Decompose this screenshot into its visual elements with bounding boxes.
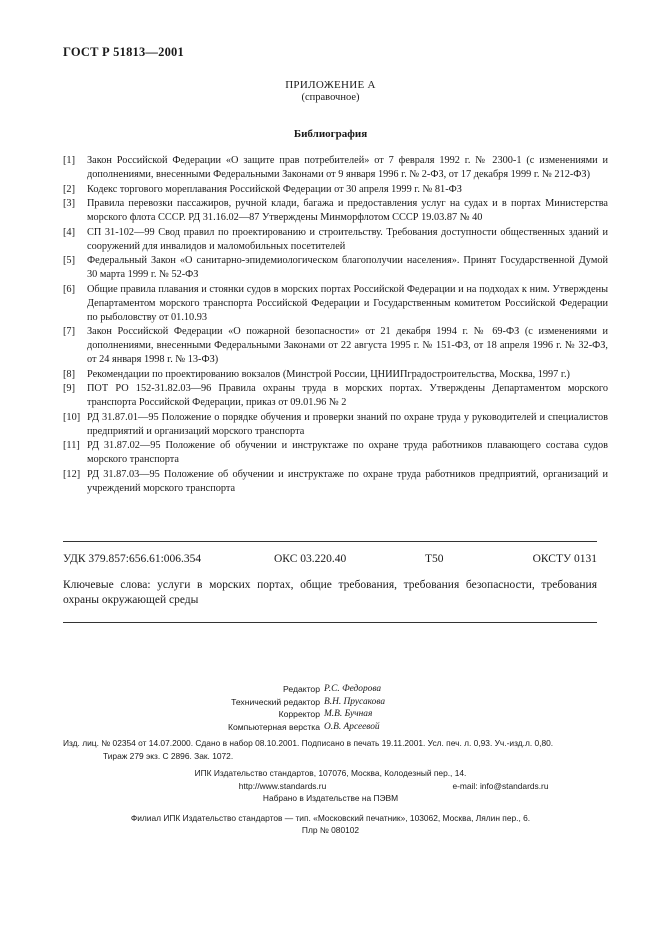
branch-printer: Филиал ИПК Издательство стандартов — тип. «Московский печатник», 103062, Москва, Лялин пер., 6. bbox=[130, 812, 531, 823]
publisher-contacts bbox=[0, 780, 661, 793]
reference-text: Закон Российской Федерации «О пожарной безопасности» от 21 декабря 1994 г. № 69-ФЗ (с изменениями и дополнениями, внесенными Федеральными Законами от 22 августа 1995 г. № 151-ФЗ, от 18 апреля 1996 г. № 32-ФЗ, от 24 января 1998 г. № 13-ФЗ) bbox=[87, 326, 608, 365]
publisher-email: e-mail: info@standards.ru bbox=[452, 780, 549, 791]
oks-code: ОКС 03.220.40 bbox=[274, 553, 347, 565]
publisher-block bbox=[0, 767, 661, 837]
keywords: Ключевые слова: услуги в морских портах, общие требования, требования безопасности, требования охраны окружающей среды bbox=[63, 579, 597, 606]
spacer bbox=[0, 805, 661, 812]
reference-item bbox=[63, 254, 608, 282]
reference-item bbox=[63, 368, 608, 382]
credits bbox=[0, 683, 661, 734]
reference-number: [10] bbox=[63, 411, 81, 423]
license-number: Плр № 080102 bbox=[301, 825, 360, 835]
reference-number: [4] bbox=[63, 226, 76, 238]
reference-text: Закон Российской Федерации «О защите прав потребителей» от 7 февраля 1992 г. № 2300-1 (с изменениями и дополнениями, внесенными Федеральными Законами от 9 января 1996 г. № 2-ФЗ, от 17 декабря 1999 г. № 212-ФЗ) bbox=[87, 155, 608, 180]
bibliography-title: Библиография bbox=[293, 128, 368, 140]
typeset-note: Набрано в Издательстве на ПЭВМ bbox=[262, 793, 399, 803]
divider-top bbox=[63, 541, 597, 542]
reference-text: Правила перевозки пассажиров, ручной клади, багажа и предоставления услуг на судах и в портах Министерства морского флота СССР. РД 31.16.02—87 Утверждены Минморфлотом СССР 19.03.87 № 40 bbox=[87, 198, 608, 223]
reference-text: Кодекс торгового мореплавания Российской Федерации от 30 апреля 1999 г. № 81-ФЗ bbox=[87, 183, 462, 195]
credit-name: В.Н. Прусакова bbox=[324, 696, 386, 707]
reference-item bbox=[63, 411, 608, 439]
print-run-line: Тираж 279 экз. С 2896. Зак. 1072. bbox=[103, 751, 234, 761]
reference-number: [6] bbox=[63, 283, 76, 295]
standard-code: ГОСТ Р 51813—2001 bbox=[63, 45, 184, 59]
credit-row bbox=[0, 708, 661, 721]
reference-number: [2] bbox=[63, 183, 76, 195]
reference-item bbox=[63, 183, 608, 197]
reference-number: [7] bbox=[63, 326, 76, 337]
reference-item bbox=[63, 226, 608, 254]
reference-text: Общие правила плавания и стоянки судов в морских портах Российской Федерации и на подходах к ним. Утверждены Департаментом морского транспорта Российской Федерации и Государственным комитетом Российской Федерации по рыболовству от 01.10.93 bbox=[87, 283, 608, 323]
credit-role: Корректор bbox=[278, 709, 320, 720]
credit-role: Технический редактор bbox=[231, 696, 320, 707]
credit-row bbox=[0, 721, 661, 734]
reference-item bbox=[63, 325, 608, 367]
reference-number: [1] bbox=[63, 155, 76, 166]
publication-info-line: Изд. лиц. № 02354 от 14.07.2000. Сдано в набор 08.10.2001. Подписано в печать 19.11.2001. Усл. печ. л. 0,93. Уч.-изд.л. 0,80. bbox=[63, 738, 554, 748]
credit-name: О.В. Арсеевой bbox=[324, 722, 380, 733]
credit-role: Компьютерная верстка bbox=[227, 722, 320, 733]
credit-name: М.В. Бучная bbox=[324, 709, 373, 720]
appendix-subtitle: (справочное) bbox=[301, 92, 360, 103]
publisher-address: ИПК Издательство стандартов, 107076, Москва, Колодезный пер., 14. bbox=[194, 768, 467, 778]
reference-number: [11] bbox=[63, 440, 80, 451]
credit-role: Редактор bbox=[283, 684, 320, 694]
credit-row bbox=[0, 696, 661, 709]
credit-row bbox=[0, 683, 661, 696]
reference-text: Рекомендации по проектированию вокзалов (Минстрой России, ЦНИИПградостроительства, Москва, 1997 г.) bbox=[87, 368, 570, 380]
reference-item bbox=[63, 439, 608, 467]
reference-text: РД 31.87.02—95 Положение об обучении и инструктаже по охране труда работников плавающего состава судов морского транспорта bbox=[87, 440, 608, 465]
reference-number: [5] bbox=[63, 255, 76, 266]
reference-item bbox=[63, 468, 608, 496]
okstu-code: ОКСТУ 0131 bbox=[532, 553, 597, 565]
reference-number: [8] bbox=[63, 368, 76, 380]
classification-codes bbox=[63, 553, 597, 569]
reference-number: [9] bbox=[63, 383, 76, 394]
reference-text: РД 31.87.01—95 Положение о порядке обучения и проверки знаний по охране труда у руководителей и специалистов предприятий и организаций морского транспорта bbox=[87, 411, 608, 437]
reference-item bbox=[63, 283, 608, 325]
t-code: Т50 bbox=[425, 553, 444, 565]
reference-item bbox=[63, 382, 608, 410]
publication-info bbox=[63, 737, 597, 763]
publisher-website: http://www.standards.ru bbox=[238, 780, 327, 791]
divider-bottom bbox=[63, 622, 597, 623]
credit-name: Р.С. Федорова bbox=[324, 684, 382, 694]
reference-item bbox=[63, 197, 608, 225]
reference-text: РД 31.87.03—95 Положение об обучении и инструктаже по охране труда работников предприятий, организаций и учреждений морского транспорта bbox=[87, 468, 608, 494]
reference-number: [3] bbox=[63, 198, 76, 209]
appendix-title: ПРИЛОЖЕНИЕ А bbox=[285, 79, 376, 91]
reference-list bbox=[63, 154, 608, 496]
reference-item bbox=[63, 154, 608, 182]
reference-text: Федеральный Закон «О санитарно-эпидемиологическом благополучии населения». Принят Государственной Думой 30 марта 1999 г. № 52-ФЗ bbox=[87, 255, 608, 280]
reference-number: [12] bbox=[63, 468, 81, 480]
reference-text: СП 31-102—99 Свод правил по проектированию и строительству. Требования доступности общественных зданий и сооружений для инвалидов и маломобильных посетителей bbox=[87, 226, 608, 252]
udk-code: УДК 379.857:656.61:006.354 bbox=[63, 553, 202, 565]
reference-text: ПОТ РО 152-31.82.03—96 Правила охраны труда в морских портах. Утверждены Департаментом морского транспорта Российской Федерации, приказ от 09.01.96 № 2 bbox=[87, 383, 608, 408]
